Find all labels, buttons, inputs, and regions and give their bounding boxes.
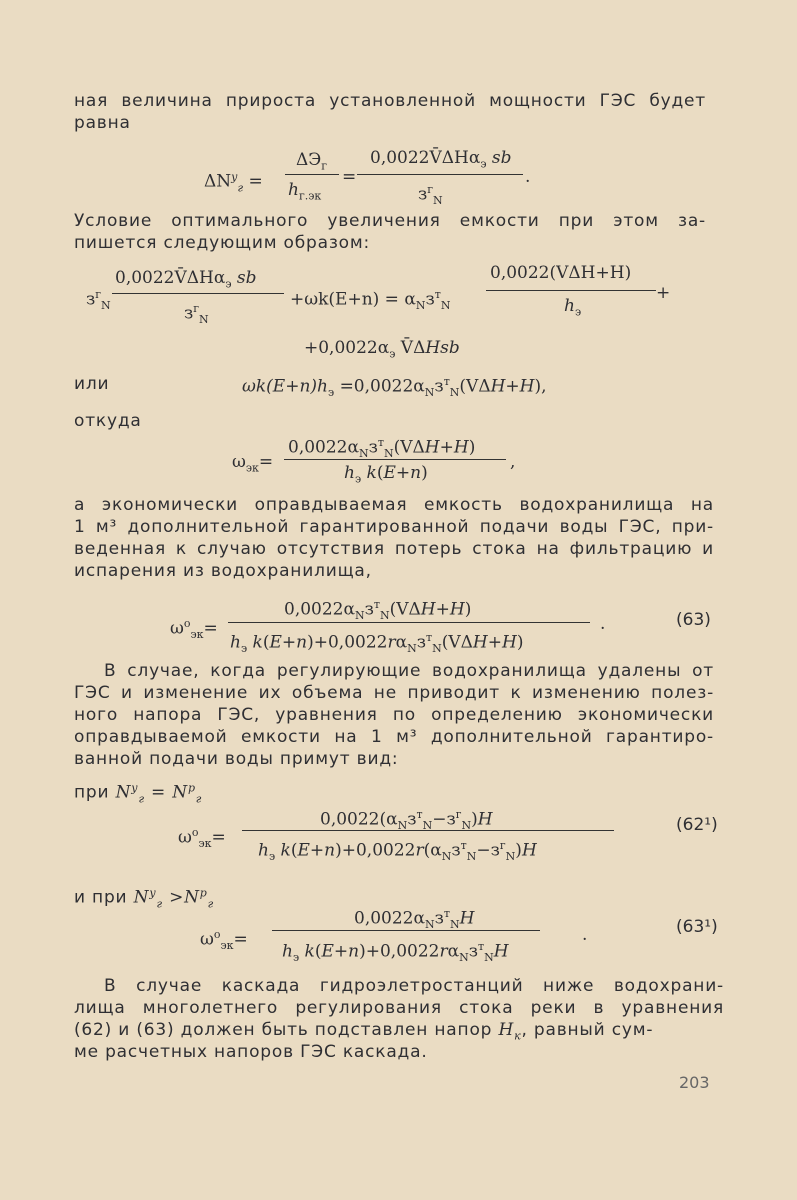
paragraph-line: испарения из водохранилища, [74, 561, 372, 581]
word-otkuda: откуда [74, 411, 142, 431]
condition-pri: при $N^у_г = N^р_г$ [74, 781, 203, 806]
book-page: ная величина прироста установленной мощности ГЭС будет равна $\Delta N^у_г$ = $\Delta Э_г$ $h_{г.эк}$ = 0,0022V̄ΔHα$_э$ sb $з^г_N$ . Условие оптимального увеличения емкости при этом за- пишется следующим образом: $з^г_N$ 0,0022V̄ΔHα$_э$ sb $з^г_N$ $+\omega k(E+n) = \alpha_Nз^т_N$ 0,0022(VΔH+H) $h_э$ + $+0,0022\alpha_э$ V̄ΔHsb или $\omega k(E+n)h_э =0,0022\alpha_Nз^т_N(V\Delta H+H)$, откуда $\omega_{эк}=$ $0,0022\alpha_Nз^т_N(V\Delta H+H)$ $h_э$ k(E+n) , а экономически оправдываемая емкость водохранилища на 1 м³ дополнительной гарантированной подачи воды ГЭС, при- веденная к случаю отсутствия потерь стока на фильтрацию и испарения из водохранилища, $\omega^о_{эк}=$ $0,0022\alpha_Nз^т_N(V\Delta H+H)$ $h_э$ $k(E+n)+0,0022r\alpha_Nз^т_N(V\Delta H+H)$ . (63) В случае, когда регулирующие водохранилища удалены от ГЭС и изменение их объема не приводит к изменению полез- ного напора ГЭС, уравнения по определению экономически оправдываемой емкости на 1 м³ дополнительной гарантиро- ванной подачи воды примут вид: при $N^у_г = N^р_г$ $\omega^о_{эк}=$ $0,0022(\alpha_Nз^т_N-з^г_N)H$ $h_э$ $k(E+n)+0,0022r(\alpha_Nз^т_N-з^г_N)H$ (62¹) и при $N^у_г >N^р_г$ $\omega^о_{эк}=$ $0,0022\alpha_Nз^т_NH$ $h_э$ $k(E+n)+0,0022r\alpha_Nз^т_NH$ . (63¹) В случае каскада гидроэлетростанций ниже водохрани- лища многолетнего регулирования стока реки в уравнения (62) и (63) должен быть подставлен напор $H_к$, равный сум- ме расчетных напоров ГЭС каскада. 203 [74, 91, 724, 1092]
paragraph-line: а экономически оправдываемая емкость водохранилища на [74, 495, 714, 515]
paragraph-line: веденная к случаю отсутствия потерь стока на фильтрацию и [74, 539, 714, 559]
paragraph-line: В случае каскада гидроэлетростанций ниже водохрани- [104, 976, 724, 996]
paragraph-line: ного напора ГЭС, уравнения по определению экономически [74, 705, 714, 725]
paragraph-line: ванной подачи воды примут вид: [74, 749, 399, 769]
paragraph-line: равна [74, 113, 131, 133]
condition-i-pri: и при $N^у_г >N^р_г$ [74, 886, 214, 911]
paragraph-line: лища многолетнего регулирования стока реки в уравнения [74, 998, 724, 1018]
paragraph-line: пишется следующим образом: [74, 233, 371, 253]
paragraph-line: Условие оптимального увеличения емкости при этом за- [74, 211, 706, 231]
paragraph-line: В случае, когда регулирующие водохранилища удалены от [104, 661, 714, 681]
paragraph-line: (62) и (63) должен быть подставлен напор $H_к$, равный сум- [74, 1020, 654, 1043]
paragraph-line: ме расчетных напоров ГЭС каскада. [74, 1042, 428, 1062]
word-ili: или [74, 374, 110, 394]
page-number: 203 [679, 1073, 710, 1092]
paragraph-line: ГЭС и изменение их объема не приводит к изменению полез- [74, 683, 714, 703]
paragraph-line: оправдываемой емкости на 1 м³ дополнительной гарантиро- [74, 727, 714, 747]
paragraph-line: ная величина прироста установленной мощности ГЭС будет [74, 91, 706, 111]
equation-3: $\omega k(E+n)h_э =0,0022\alpha_Nз^т_N(V\Delta H+H)$, [242, 375, 547, 400]
paragraph-line: 1 м³ дополнительной гарантированной подачи воды ГЭС, при- [74, 517, 714, 537]
